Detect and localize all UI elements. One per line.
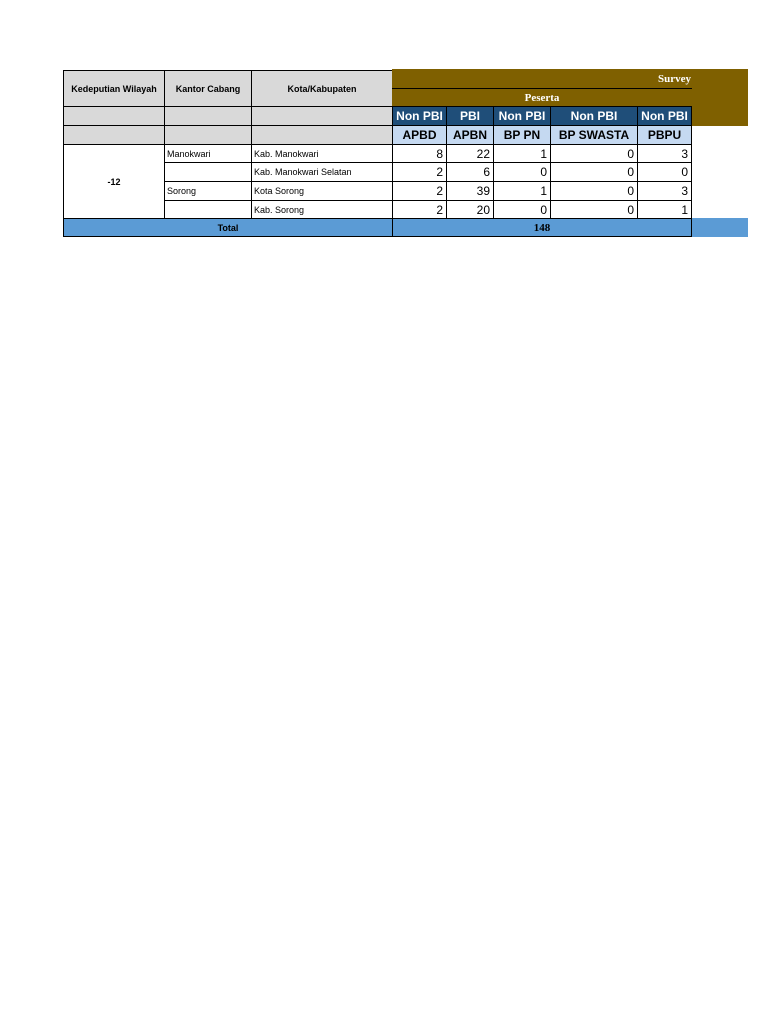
col-header-group: Non PBI	[493, 106, 551, 126]
spreadsheet-table	[0, 0, 768, 260]
table-cell-value: 2	[392, 181, 447, 201]
table-cell-value: 0	[550, 162, 638, 182]
table-row-kantor	[164, 162, 252, 182]
col-header-sub: BP PN	[493, 125, 551, 145]
table-row-kota: Kota Sorong	[251, 181, 393, 201]
table-cell-value: 39	[446, 181, 494, 201]
total-label-cell	[63, 218, 393, 237]
table-cell-value: 0	[550, 200, 638, 219]
peserta-title	[392, 88, 692, 107]
table-cell-value: 1	[637, 200, 692, 219]
table-cell-value: 1	[493, 181, 551, 201]
region-cell	[63, 144, 165, 219]
region-label: -12	[107, 176, 121, 187]
col-header-group: Non PBI	[392, 106, 447, 126]
col-header-group: Non PBI	[550, 106, 638, 126]
table-cell-value: 2	[392, 200, 447, 219]
table-cell-value: 0	[493, 162, 551, 182]
col-header-sub: PBPU	[637, 125, 692, 145]
header-blank-cell	[63, 106, 165, 126]
header-blank-cell	[164, 125, 252, 145]
table-row-kantor	[164, 200, 252, 219]
table-cell-value: 3	[637, 181, 692, 201]
table-cell-value: 3	[637, 144, 692, 163]
table-row-kantor: Manokwari	[164, 144, 252, 163]
header-blank-cell	[251, 125, 393, 145]
table-row-kota: Kab. Sorong	[251, 200, 393, 219]
table-cell-value: 0	[493, 200, 551, 219]
survey-title: Survey	[658, 73, 691, 85]
total-value: 148	[533, 221, 551, 234]
header-kota-kabupaten: Kota/Kabupaten	[251, 70, 393, 107]
table-cell-value: 0	[550, 181, 638, 201]
col-header-group: PBI	[446, 106, 494, 126]
table-row-kota: Kab. Manokwari Selatan	[251, 162, 393, 182]
table-cell-value: 0	[637, 162, 692, 182]
col-header-group: Non PBI	[637, 106, 692, 126]
header-blank-cell	[251, 106, 393, 126]
table-cell-value: 1	[493, 144, 551, 163]
table-cell-value: 22	[446, 144, 494, 163]
col-header-sub: APBN	[446, 125, 494, 145]
table-cell-value: 6	[446, 162, 494, 182]
peserta-label: Peserta	[524, 92, 560, 104]
table-row-kota: Kab. Manokwari	[251, 144, 393, 163]
header-blank-cell	[63, 125, 165, 145]
total-value-cell	[392, 218, 692, 237]
header-kedeputian-wilayah: Kedeputian Wilayah	[63, 70, 165, 107]
col-header-sub: APBD	[392, 125, 447, 145]
table-cell-value: 2	[392, 162, 447, 182]
total-label: Total	[217, 222, 239, 233]
table-cell-value: 8	[392, 144, 447, 163]
table-cell-value: 0	[550, 144, 638, 163]
header-kantor-cabang: Kantor Cabang	[164, 70, 252, 107]
table-row-kantor: Sorong	[164, 181, 252, 201]
table-cell-value: 20	[446, 200, 494, 219]
header-blank-cell	[164, 106, 252, 126]
col-header-sub: BP SWASTA	[550, 125, 638, 145]
